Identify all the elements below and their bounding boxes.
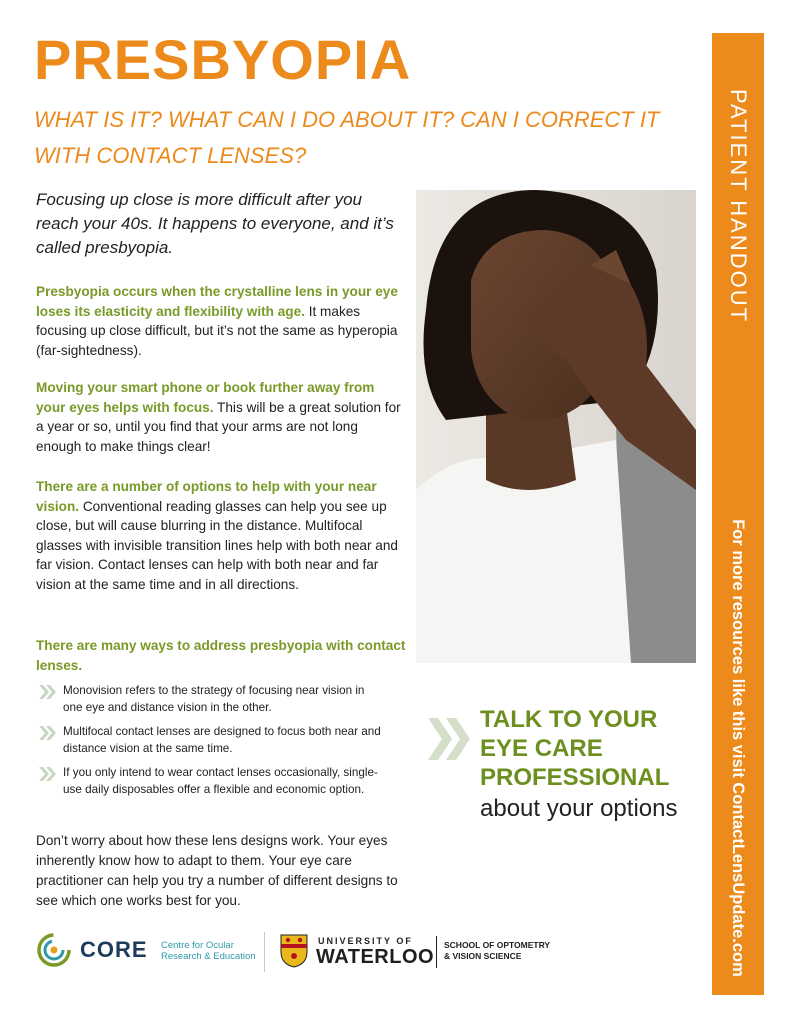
chevron-double-icon — [428, 714, 480, 764]
waterloo-wordmark: WATERLOO — [316, 946, 435, 968]
divider — [436, 936, 437, 968]
core-subtitle-line: Centre for Ocular — [161, 940, 234, 951]
core-logo-icon — [36, 932, 72, 968]
cta-line-1: TALK TO YOUR — [480, 706, 658, 733]
school-name-line: SCHOOL OF OPTOMETRY — [444, 940, 551, 950]
page-subtitle: WHAT IS IT? WHAT CAN I DO ABOUT IT? CAN I CORRECT IT WITH CONTACT LENSES? — [34, 107, 660, 168]
cta-line-3: PROFESSIONAL — [480, 764, 670, 791]
page-title: PRESBYOPIA — [34, 28, 412, 91]
paragraph-body: This will be a great solution for a year or so, until you find that your arms are not long enough to make things clear! — [36, 399, 401, 454]
university-of-label: UNIVERSITY OF — [318, 936, 413, 946]
orange-sidebar — [712, 33, 764, 995]
patient-handout-label: PATIENT HANDOUT — [726, 88, 751, 324]
core-subtitle — [161, 940, 261, 962]
contact-lens-heading: There are many ways to address presbyopia with contact lenses. — [36, 638, 406, 673]
chevron-double-icon — [38, 684, 58, 700]
paragraph-lead: Moving your smart phone or book further away from your eyes helps with focus. — [36, 380, 375, 415]
divider — [264, 932, 265, 972]
paragraph-move-phone — [36, 378, 406, 456]
school-name-line: & VISION SCIENCE — [444, 951, 522, 961]
cta-line-2: EYE CARE — [480, 735, 603, 762]
paragraph-lead: There are a number of options to help with your near vision. — [36, 479, 377, 514]
chevron-double-icon — [38, 725, 58, 741]
core-logo-text: CORE — [80, 937, 148, 962]
paragraph-lens-elasticity — [36, 282, 406, 360]
footer-logos — [36, 928, 576, 978]
closing-text: Don’t worry about how these lens designs work. Your eyes inherently know how to adapt to them. Your eye care practitioner can help you try a number of different designs to see which one works best for you. — [36, 833, 398, 908]
woman-rubbing-eyes-photo — [416, 190, 696, 663]
cta-line-4: about your options — [480, 795, 678, 822]
school-name — [444, 940, 584, 962]
core-subtitle-line: Research & Education — [161, 951, 256, 962]
resources-link-text[interactable]: For more resources like this visit ContactLensUpdate.com — [729, 519, 747, 977]
bullet-text: If you only intend to wear contact lenses occasionally, single-use daily disposables offer a flexible and economic option. — [63, 766, 378, 796]
bullet-text: Monovision refers to the strategy of focusing near vision in one eye and distance vision in the other. — [63, 684, 365, 714]
bullet-text: Multifocal contact lenses are designed to focus both near and distance vision at the same time. — [63, 725, 381, 755]
paragraph-near-vision-options — [36, 477, 406, 594]
intro-text: Focusing up close is more difficult after you reach your 40s. It happens to everyone, and it’s called presbyopia. — [36, 190, 394, 257]
chevron-double-icon — [38, 766, 58, 782]
waterloo-crest-icon — [280, 934, 308, 968]
paragraph-lead: Presbyopia occurs when the crystalline lens in your eye loses its elasticity and flexibility with age. — [36, 284, 398, 319]
paragraph-body: It makes focusing up close difficult, but it’s not the same as hyperopia (far-sightedness). — [36, 303, 398, 358]
paragraph-body: Conventional reading glasses can help you see up close, but will cause blurring in the distance. Multifocal glasses with invisible transition lines help with both near and far vision. Contact lenses can help with both near and far vision at the same time and in all directions. — [36, 498, 398, 592]
